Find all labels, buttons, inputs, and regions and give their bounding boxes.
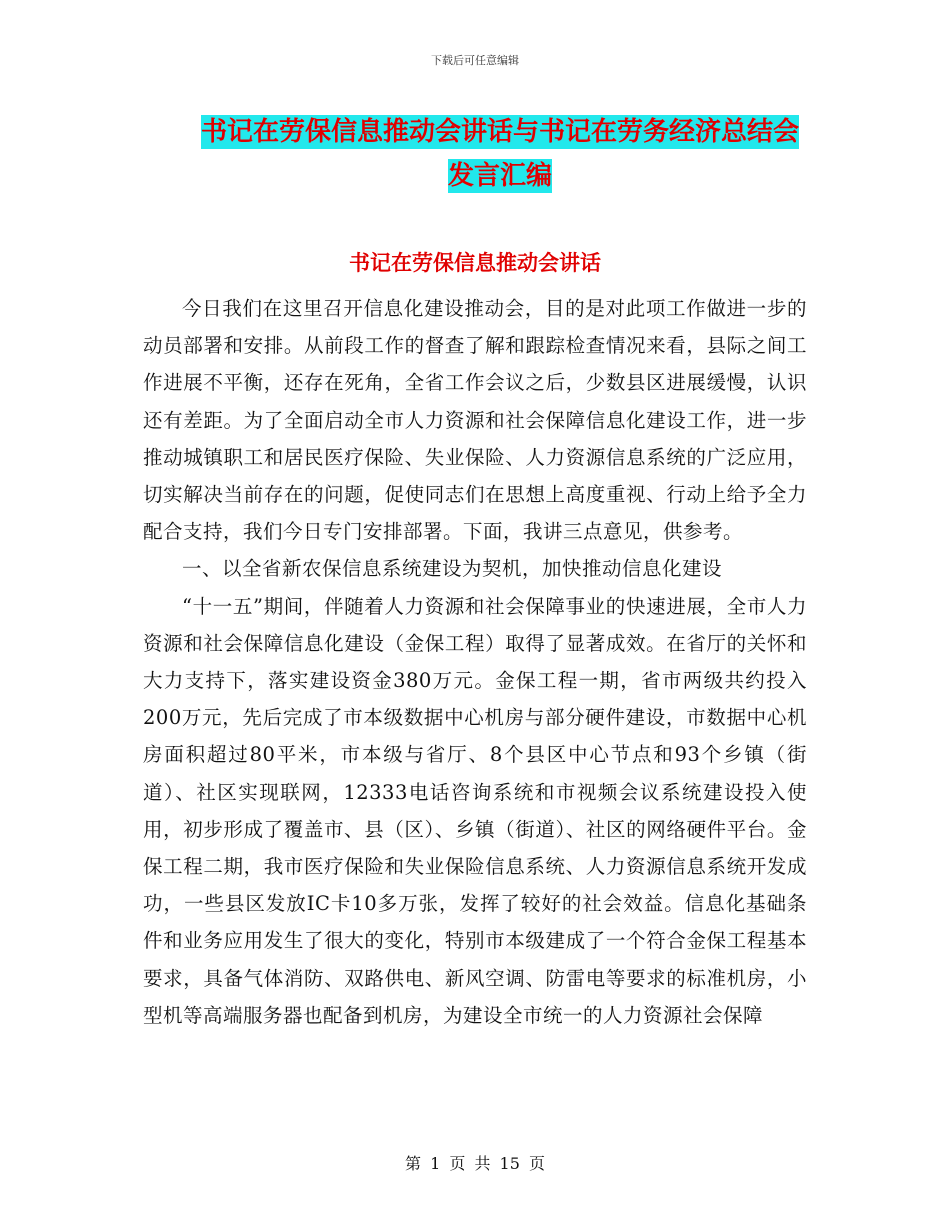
document-body — [143, 290, 807, 1034]
page-number: 第 1 页 共 15 页 — [405, 1154, 545, 1173]
paragraph-achievements: “十一五”期间，伴随着人力资源和社会保障事业的快速进展，全市人力资源和社会保障信息化建设（金保工程）取得了显著成效。在省厅的关怀和大力支持下，落实建设资金380万元。金保工程一期，省市两级共约投入200万元，先后完成了市本级数据中心机房与部分硬件建设，市数据中心机房面积超过80平米，市本级与省厅、8个县区中心节点和93个乡镇（街道）、社区实现联网，12333电话咨询系统和市视频会议系统建设投入使用，初步形成了覆盖市、县（区）、乡镇（街道）、社区的网络硬件平台。金保工程二期，我市医疗保险和失业保险信息系统、人力资源信息系统开发成功，一些县区发放IC卡10多万张，发挥了较好的社会效益。信息化基础条件和业务应用发生了很大的变化，特别市本级建成了一个符合金保工程基本要求，具备气体消防、双路供电、新风空调、防雷电等要求的标准机房，小型机等高端服务器也配备到机房，为建设全市统一的人力资源社会保障 — [143, 594, 807, 1027]
document-title — [140, 110, 860, 198]
page-header-note: 下载后可任意编辑 — [431, 54, 519, 67]
paragraph-heading-1: 一、以全省新农保信息系统建设为契机，加快推动信息化建设 — [182, 557, 723, 581]
paragraph-intro: 今日我们在这里召开信息化建设推动会，目的是对此项工作做进一步的动员部署和安排。从前段工作的督查了解和跟踪检查情况来看，县际之间工作进展不平衡，还存在死角，全省工作会议之后，少数县区进展缓慢，认识还有差距。为了全面启动全市人力资源和社会保障信息化建设工作，进一步推动城镇职工和居民医疗保险、失业保险、人力资源信息系统的广泛应用，切实解决当前存在的问题，促使同志们在思想上高度重视、行动上给予全力配合支持，我们今日专门安排部署。下面，我讲三点意见，供参考。 — [143, 297, 807, 544]
document-title-line-2: 发言汇编 — [447, 161, 552, 191]
document-title-line-1: 书记在劳保信息推动会讲话与书记在劳务经济总结会 — [200, 117, 799, 147]
section-title: 书记在劳保信息推动会讲话 — [349, 251, 601, 275]
